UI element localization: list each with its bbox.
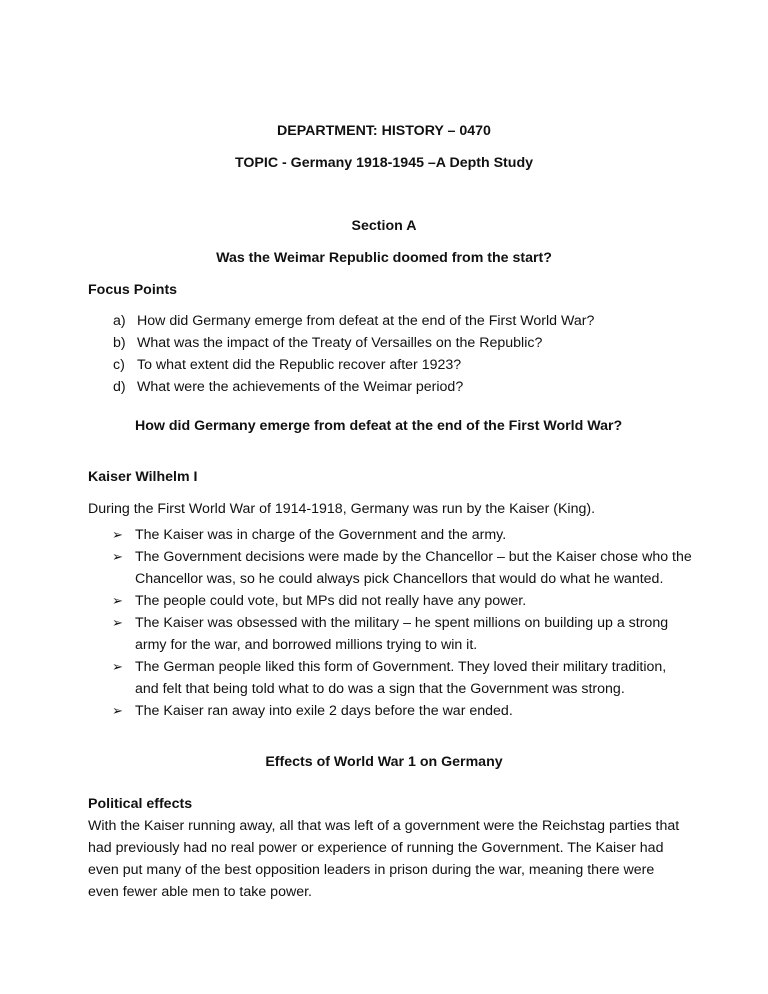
list-item xyxy=(112,546,692,590)
political-effects-heading: Political effects xyxy=(88,796,193,812)
section-title: Section A xyxy=(351,218,417,234)
list-item xyxy=(112,612,692,656)
bullet-text: The people could vote, but MPs did not really have any power. xyxy=(135,593,527,609)
bullet-text: The Government decisions were made by the Chancellor – but the Kaiser chose who the Chancellor was, so he could always pick Chancellors that would do what he wanted. xyxy=(135,549,692,587)
list-item-text: How did Germany emerge from defeat at the end of the First World War? xyxy=(137,313,595,329)
list-marker: b) xyxy=(113,335,126,351)
list-item xyxy=(112,656,692,700)
arrow-bullet-icon: ➢ xyxy=(112,659,123,674)
list-item-text: What was the impact of the Treaty of Versailles on the Republic? xyxy=(137,335,543,351)
list-item-text: What were the achievements of the Weimar period? xyxy=(137,379,464,395)
bullet-text: The Kaiser was obsessed with the military – he spent millions on building up a strong army for the war, and borrowed millions trying to win it. xyxy=(135,615,669,653)
arrow-bullet-icon: ➢ xyxy=(112,549,123,564)
bullet-text: The Kaiser was in charge of the Government and the army. xyxy=(135,527,507,543)
list-item-text: To what extent did the Republic recover after 1923? xyxy=(137,357,462,373)
bullet-text: The German people liked this form of Government. They loved their military tradition, and felt that being told what to do was a sign that the Government was strong. xyxy=(135,659,667,697)
department-heading: DEPARTMENT: HISTORY – 0470 xyxy=(277,123,491,139)
effects-heading: Effects of World War 1 on Germany xyxy=(265,754,503,770)
list-item xyxy=(112,590,692,612)
subsection-heading: How did Germany emerge from defeat at the end of the First World War? xyxy=(135,418,623,434)
arrow-bullet-icon: ➢ xyxy=(112,593,123,608)
topic-heading: TOPIC - Germany 1918-1945 –A Depth Study xyxy=(234,155,534,171)
focus-points-heading: Focus Points xyxy=(88,282,178,298)
list-marker: a) xyxy=(113,313,126,329)
arrow-bullet-icon: ➢ xyxy=(112,527,123,542)
list-marker: d) xyxy=(113,379,126,395)
list-marker: c) xyxy=(113,357,125,373)
kaiser-intro: During the First World War of 1914-1918, Germany was run by the Kaiser (King). xyxy=(88,501,596,517)
kaiser-heading: Kaiser Wilhelm I xyxy=(88,469,198,485)
section-question: Was the Weimar Republic doomed from the start? xyxy=(216,250,552,266)
list-item xyxy=(112,524,692,546)
list-item xyxy=(112,700,692,722)
political-effects-paragraph: With the Kaiser running away, all that was left of a government were the Reichstag parties that had previously had no real power or experience of running the Government. The Kaiser had even put many of the best opposition leaders in prison during the war, meaning there were even fewer able men to take power. xyxy=(88,818,680,900)
bullet-text: The Kaiser ran away into exile 2 days before the war ended. xyxy=(135,703,513,719)
arrow-bullet-icon: ➢ xyxy=(112,615,123,630)
kaiser-bullet-list xyxy=(112,524,692,722)
arrow-bullet-icon: ➢ xyxy=(112,703,123,718)
